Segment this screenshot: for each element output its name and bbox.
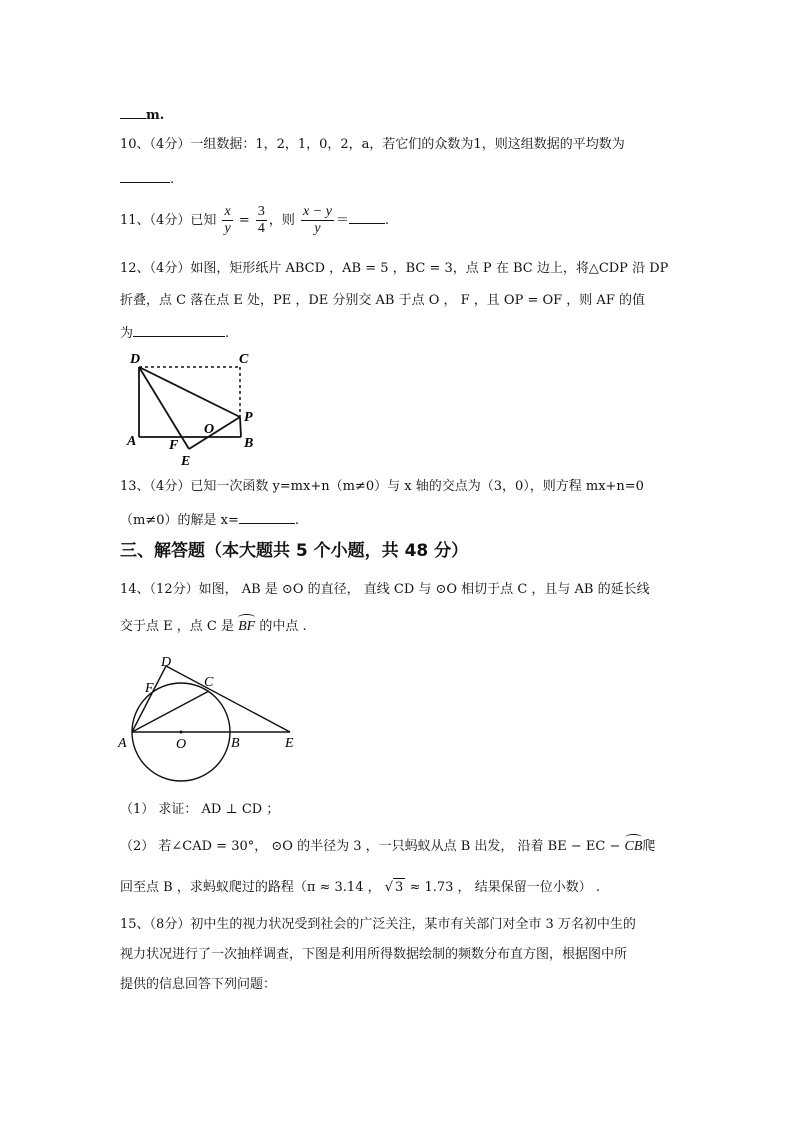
sqrt-3: 3 xyxy=(395,880,404,895)
question-10-answer: . xyxy=(120,168,174,189)
unit-text: m. xyxy=(146,108,165,123)
question-15-line2: 视力状况进行了一次抽样调查，下图是利用所得数据绘制的频数分布直方图，根据图中所 xyxy=(120,947,628,962)
label-P: P xyxy=(244,410,253,425)
answer-blank xyxy=(349,209,385,224)
center-point xyxy=(180,731,183,734)
answer-blank xyxy=(120,168,170,183)
label-C: C xyxy=(204,675,214,690)
label-F: F xyxy=(169,438,179,453)
label-B: B xyxy=(231,736,240,751)
tangent-DE xyxy=(166,666,290,732)
question-14-part2-line2: 回至点 B ，求蚂蚁爬过的路程（π ≈ 3.14 ， √ 3 ≈ 1.73 ， 结果保留一位小数） . xyxy=(120,880,600,895)
question-14-part1: （1） 求证： AD ⊥ CD ； xyxy=(120,802,280,817)
question-12-line1: 12、（4分）如图，矩形纸片 ABCD ，AB = 5 ，BC = 3，点 P 在 BC 边上，将△CDP 沿 DP xyxy=(120,261,669,276)
section-title: 三、解答题（本大题共 5 个小题，共 48 分） xyxy=(120,541,469,561)
fraction-x-minus-y-over-y: $\frac{x - y}{y}$ xyxy=(303,204,332,236)
question-14-line2: 交于点 E ，点 C 是 BF 的中点 . xyxy=(120,619,307,634)
answer-blank xyxy=(120,104,146,119)
circle-tangent-figure xyxy=(115,652,305,782)
answer-blank xyxy=(133,322,225,337)
equals-sign: = xyxy=(238,213,250,228)
arc-CB: CB xyxy=(624,839,643,854)
question-13-line2: （m≠0）的解是 x= . xyxy=(120,509,299,530)
label-O: O xyxy=(176,737,187,752)
label-O: O xyxy=(204,422,215,437)
fraction-x-over-y: $\frac{x}{y}$ xyxy=(224,204,231,236)
line-AD xyxy=(132,666,166,732)
answer-blank xyxy=(239,509,295,524)
label-E: E xyxy=(285,736,294,751)
question-14-line1: 14、（12分）如图， AB 是 ⊙O 的直径， 直线 CD 与 ⊙O 相切于点 C ，且与 AB 的延长线 xyxy=(120,582,650,597)
label-F: F xyxy=(145,681,154,696)
question-11-mid: ，则 xyxy=(268,213,295,228)
question-14-part2-line1: （2） 若∠CAD = 30°， ⊙O 的半径为 3 ，一只蚂蚁从点 B 出发， 沿着 BE − EC − CB爬 xyxy=(120,839,656,854)
chord-AC xyxy=(132,691,209,732)
arc-BF: BF xyxy=(238,619,256,634)
rectangle-fold-figure xyxy=(115,345,275,470)
question-10: 10、（4分）一组数据：1，2，1，0，2，a，若它们的众数为1，则这组数据的平均数为 xyxy=(120,137,625,152)
label-C: C xyxy=(239,352,249,367)
label-A: A xyxy=(127,434,137,449)
question-12-line3: 为 . xyxy=(120,322,229,343)
equals-sign: ＝ xyxy=(335,213,349,228)
label-A: A xyxy=(118,736,127,751)
label-B: B xyxy=(244,436,254,451)
answer-line-q9 xyxy=(120,104,164,125)
fraction-3-over-4: $\frac{3}{4}$ xyxy=(257,204,265,236)
label-D: D xyxy=(130,352,141,367)
question-13-line1: 13、（4分）已知一次函数 y=mx+n（m≠0）与 x 轴的交点为（3，0），则方程 mx+n=0 xyxy=(120,479,644,494)
edge-BP xyxy=(240,417,241,437)
question-11: 11、（4分）已知 $\frac{x}{y}$ = $\frac{3}{4}$ ，则 $\frac{x - y}{y}$ ＝ . xyxy=(120,204,390,236)
edge-EP xyxy=(189,417,240,449)
label-E: E xyxy=(181,454,191,469)
question-12-line2: 折叠，点 C 落在点 E 处，PE ，DE 分别交 AB 于点 O ， F ，且 OP = OF ，则 AF 的值 xyxy=(120,293,645,308)
label-D: D xyxy=(161,655,172,670)
question-15-line1: 15、（8分）初中生的视力状况受到社会的广泛关注，某市有关部门对全市 3 万名初中生的 xyxy=(120,917,636,932)
question-15-line3: 提供的信息回答下列问题： xyxy=(120,977,277,992)
question-11-prefix: 11、（4分）已知 xyxy=(120,213,217,228)
